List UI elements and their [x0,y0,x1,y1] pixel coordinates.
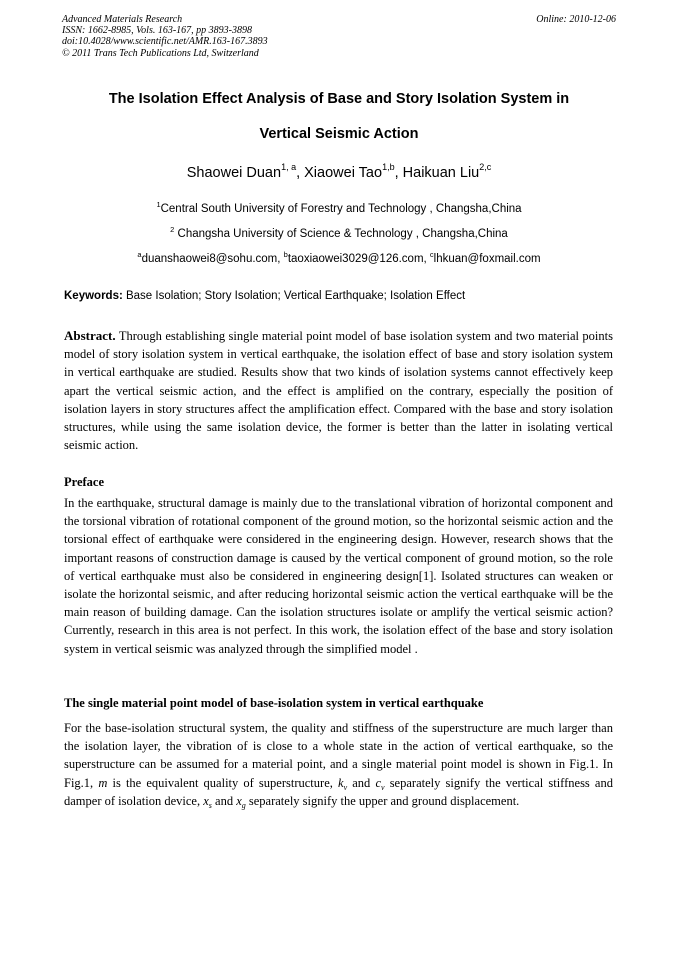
email-list [62,250,616,265]
affiliation-text: Central South University of Forestry and Technology , Changsha,China [160,203,522,215]
author-separator: , [394,165,403,181]
affiliation-mark: 1 [156,200,161,209]
journal-name: Advanced Materials Research [62,14,183,25]
math-k: k [338,775,344,790]
email-mark: a [137,250,142,259]
math-x: x [203,793,209,808]
paragraph-text: is the equivalent quality of superstructure, [107,775,338,790]
paragraph-text: and [347,775,376,790]
affiliation-mark: 2 [170,225,175,234]
abstract-label: Abstract. [64,328,116,343]
abstract [64,327,613,454]
affiliation-text: Changsha University of Science & Technology , Changsha,China [174,228,508,240]
paper-title-line-2: Vertical Seismic Action [259,126,419,142]
online-date: Online: 2010-12-06 [536,14,616,25]
math-subscript: s [208,800,212,810]
email-c: lhkuan@foxmail.com [433,253,541,265]
math-subscript: g [241,800,246,810]
keywords-label: Keywords: [64,290,123,302]
journal-copyright: © 2011 Trans Tech Publications Ltd, Switzerland [62,47,259,59]
paragraph-text: and [211,793,237,808]
author-name: Shaowei Duan [186,165,282,181]
keywords-text: Base Isolation; Story Isolation; Vertical Earthquake; Isolation Effect [122,290,466,302]
abstract-text: Through establishing single material point model of base isolation system and two material points model of story isolation system in vertical earthquake, the isolation effect of base and story isolation system in vertical earthquake are studied. Results show that two kinds of isolation systems cannot effectively keep apart the vertical seismic action, and the effect is amplified on the contrary, especially the position of isolation layers in story structures affect the amplification effect. Compared with the base and story isolation structures, while using the same isolation device, the former is better than the latter in isolating vertical seismic action. [64,329,613,453]
paper-title-line-1: The Isolation Effect Analysis of Base and Story Isolation System in [108,91,570,107]
preface-paragraph: In the earthquake, structural damage is mainly due to the translational vibration of horizontal component and the torsional vibration of rotational component of the ground motion, so the horizontal seismic action and the torsional effect of earthquake were considered in the engineering design. However, research shows that the important reasons of construction damage is caused by the vertical component of ground motion, so the role of vertical earthquake must also be considered in engineering design[1]. Isolated structures can weaken or isolate the horizontal seismic, and after reducing horizontal seismic action the vertical earthquake will be the main reason of building damage. Can the isolation structures isolate or amplify the vertical seismic action? Currently, research in this area is not perfect. In this work, the isolation effect of the base and story isolation system in vertical seismic was analyzed through the simplified model . [64,496,613,656]
paragraph-text: separately signify the vertical stiffness and damper of isolation device, [64,775,613,808]
math-m: m [98,775,108,790]
keywords [64,290,616,302]
email-mark: b [283,250,288,259]
email-a: duanshaowei8@sohu.com, [141,253,284,265]
author-separator: , [296,165,305,181]
author-list [62,162,616,181]
math-subscript: v [343,782,348,792]
affiliation-2 [62,225,616,240]
author-affiliation-mark: 1,b [382,162,395,172]
math-subscript: v [381,782,385,792]
author-affiliation-mark: 2,c [479,162,492,172]
math-x: x [236,793,242,808]
section-2-paragraph [64,719,613,810]
journal-issn: ISSN: 1662-8985, Vols. 163-167, pp 3893-3898 [62,25,252,37]
section-heading-preface: Preface [64,475,105,489]
journal-header [62,14,268,59]
affiliation-1 [62,200,616,215]
author-affiliation-mark: 1, a [281,162,297,172]
section-heading-single-material-point-model: The single material point model of base-isolation system in vertical earthquake [64,696,484,710]
journal-doi: doi:10.4028/www.scientific.net/AMR.163-167.3893 [62,36,268,48]
author-name: Xiaowei Tao [304,165,383,181]
email-mark: c [429,250,434,259]
paragraph-text: separately signify the upper and ground displacement. [245,793,520,808]
math-c: c [375,775,381,790]
author-name: Haikuan Liu [402,165,480,181]
paragraph-text: For the base-isolation structural system, the quality and stiffness of the superstructure are much larger than the isolation layer, the vibration of is close to a whole state in the action of vertical earthquake, so the superstructure can be assumed for a material point, and a single material point model is shown in Fig.1. In Fig.1, [64,721,613,790]
email-b: taoxiaowei3029@126.com, [287,253,430,265]
